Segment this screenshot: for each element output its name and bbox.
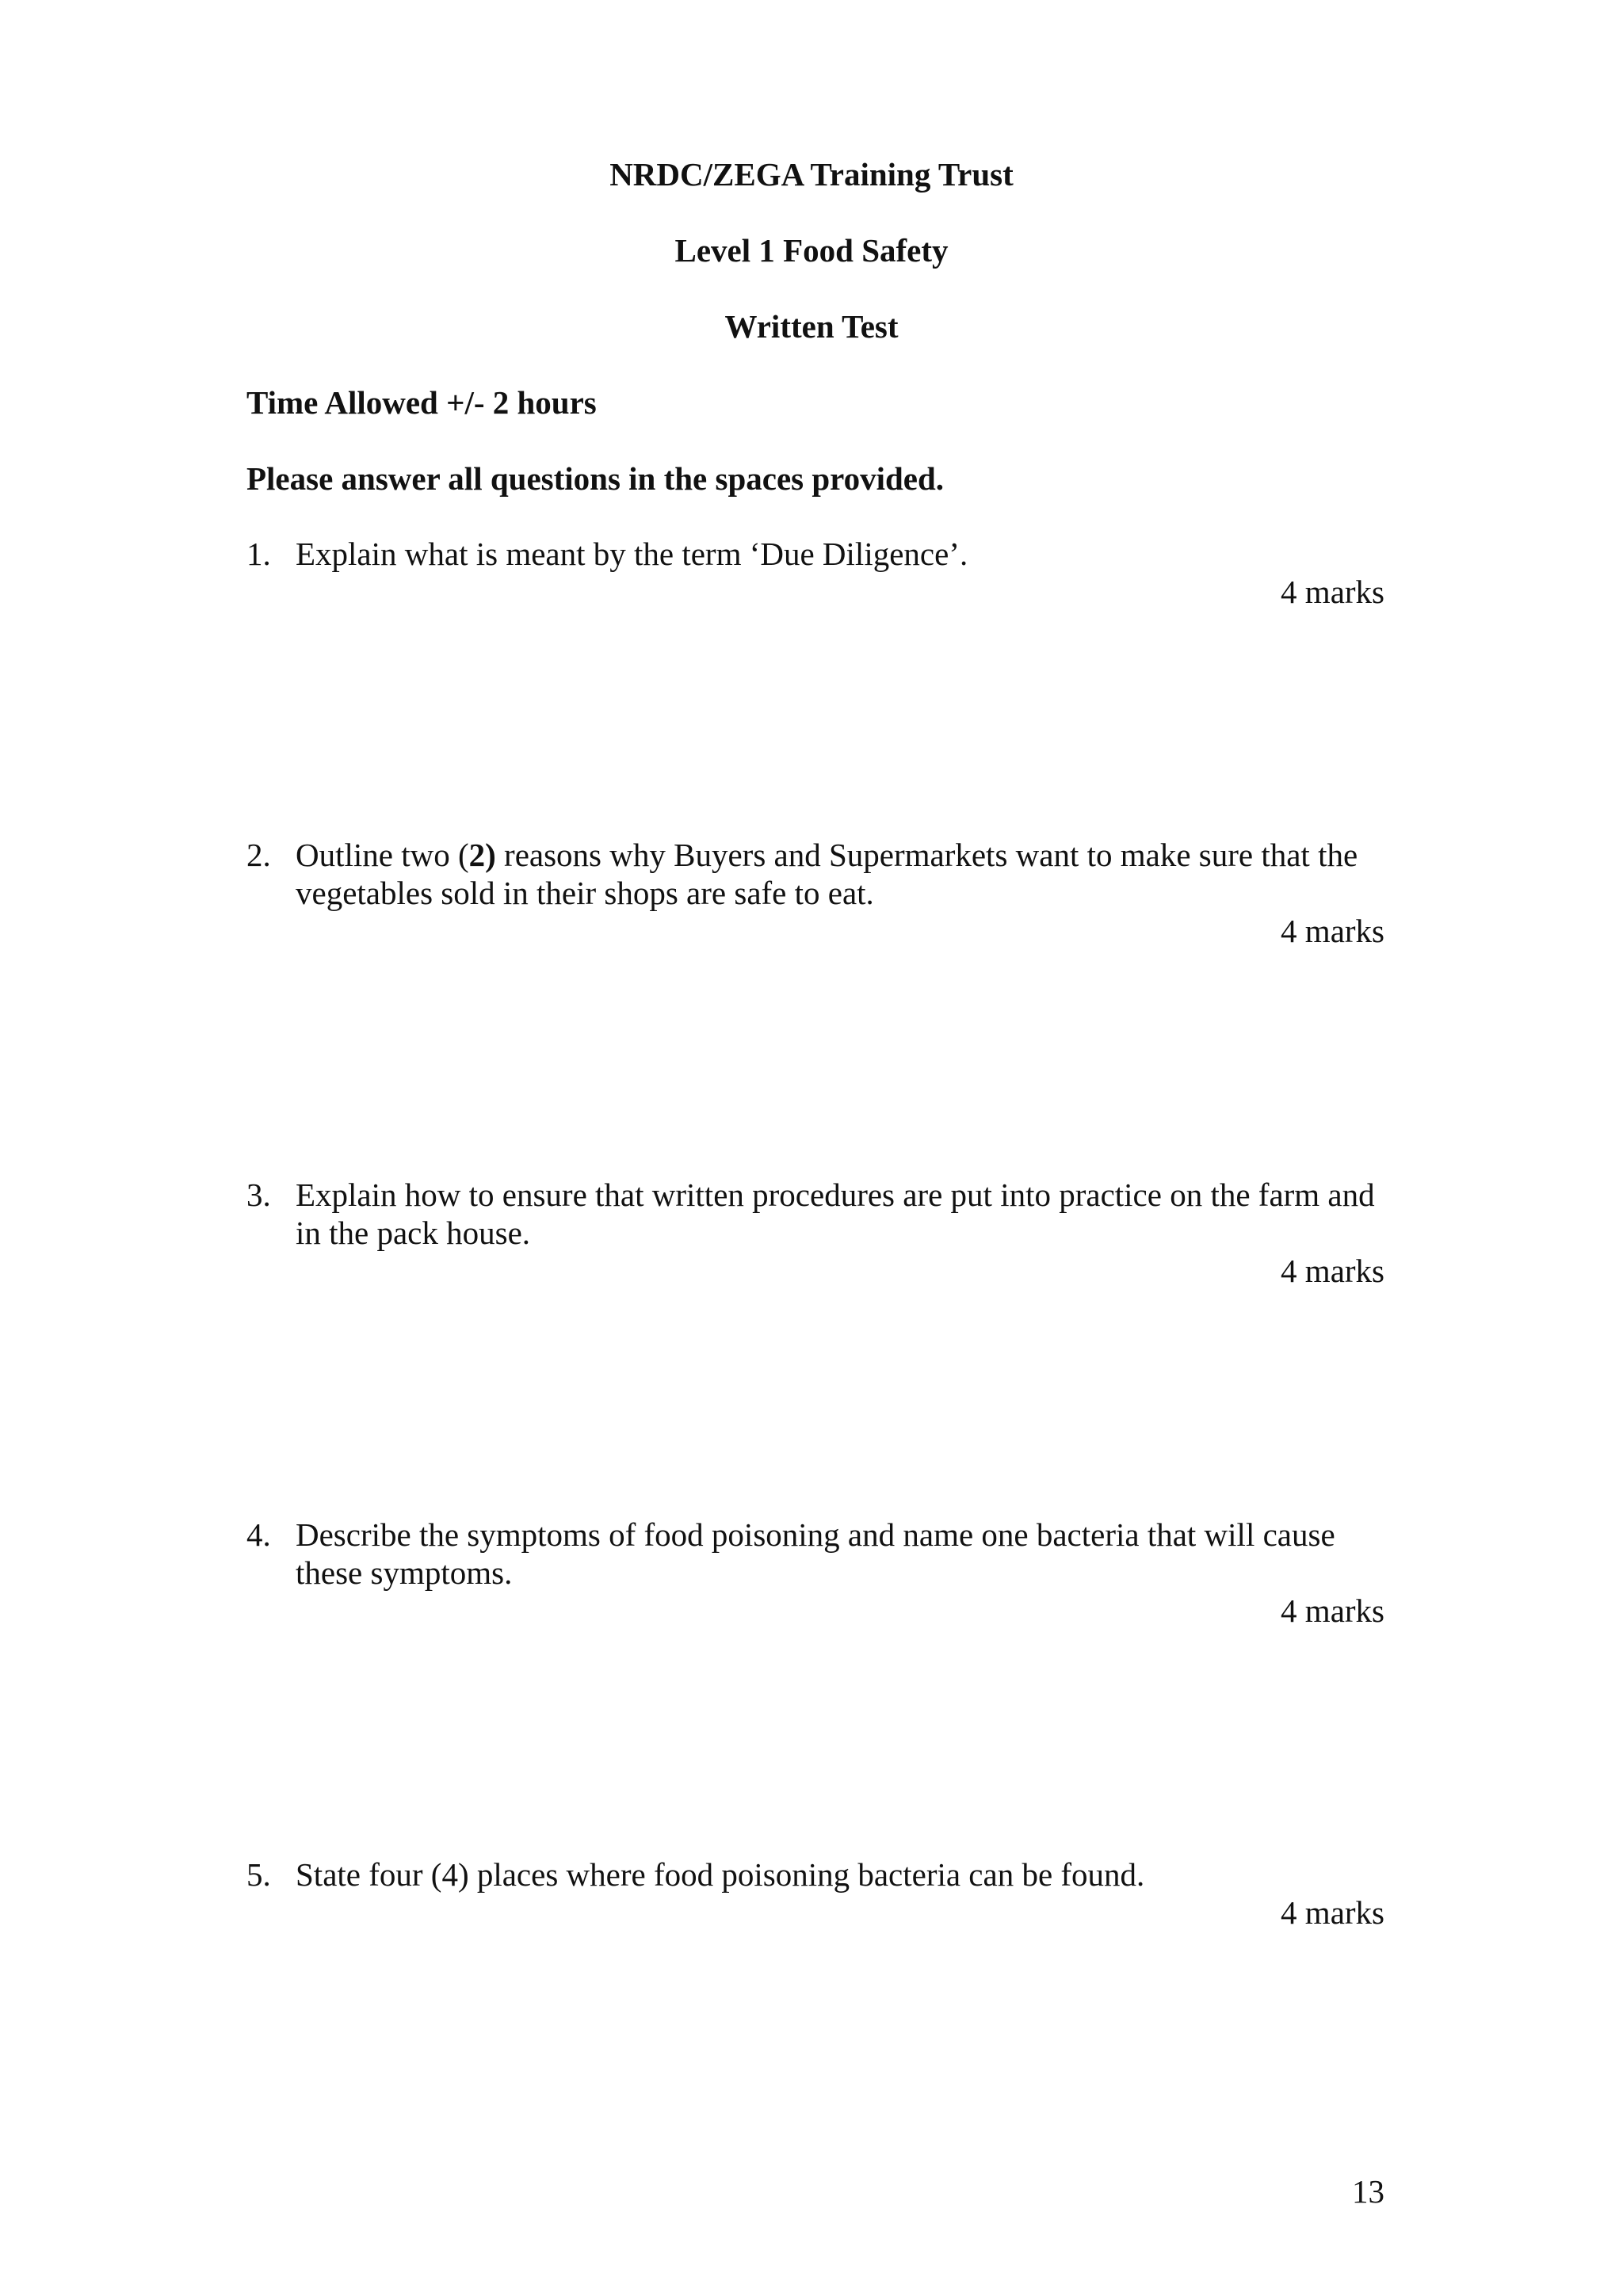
question-text: State four (4) places where food poisoning bacteria can be found. xyxy=(296,1856,1145,1893)
question-2 xyxy=(246,836,1384,955)
test-type-title: Written Test xyxy=(724,308,899,345)
question-marks: 4 marks xyxy=(1281,913,1384,949)
question-text xyxy=(296,836,1384,912)
question-number: 2. xyxy=(246,837,271,873)
question-number: 1. xyxy=(246,536,271,572)
question-1 xyxy=(246,535,1384,614)
question-5 xyxy=(246,1855,1384,1935)
organisation-title: NRDC/ZEGA Training Trust xyxy=(609,156,1014,193)
question-number: 3. xyxy=(246,1177,271,1213)
question-4 xyxy=(246,1516,1384,1634)
question-text: Describe the symptoms of food poisoning and name one bacteria that will cause these symptoms. xyxy=(296,1516,1335,1591)
question-text-start: Outline two ( xyxy=(296,837,469,873)
question-text-bold-number: 2) xyxy=(468,837,496,873)
question-text-end: reasons why Buyers and Supermarkets want to make sure that the vegetables sold in their shops are safe to eat. xyxy=(296,837,1358,911)
course-title: Level 1 Food Safety xyxy=(674,232,949,269)
question-marks: 4 marks xyxy=(1281,1592,1384,1629)
answer-instruction: Please answer all questions in the spaces provided. xyxy=(246,460,945,497)
time-allowed: Time Allowed +/- 2 hours xyxy=(246,384,597,421)
question-number: 4. xyxy=(246,1516,271,1553)
question-3 xyxy=(246,1176,1384,1295)
question-text: Explain how to ensure that written procedures are put into practice on the farm and in the pack house. xyxy=(296,1177,1375,1251)
question-number: 5. xyxy=(246,1856,271,1893)
question-marks: 4 marks xyxy=(1281,1894,1384,1931)
page-number: 13 xyxy=(1352,2173,1384,2210)
question-marks: 4 marks xyxy=(1281,1253,1384,1289)
question-marks: 4 marks xyxy=(1281,574,1384,610)
question-text: Explain what is meant by the term ‘Due Diligence’. xyxy=(296,536,968,572)
